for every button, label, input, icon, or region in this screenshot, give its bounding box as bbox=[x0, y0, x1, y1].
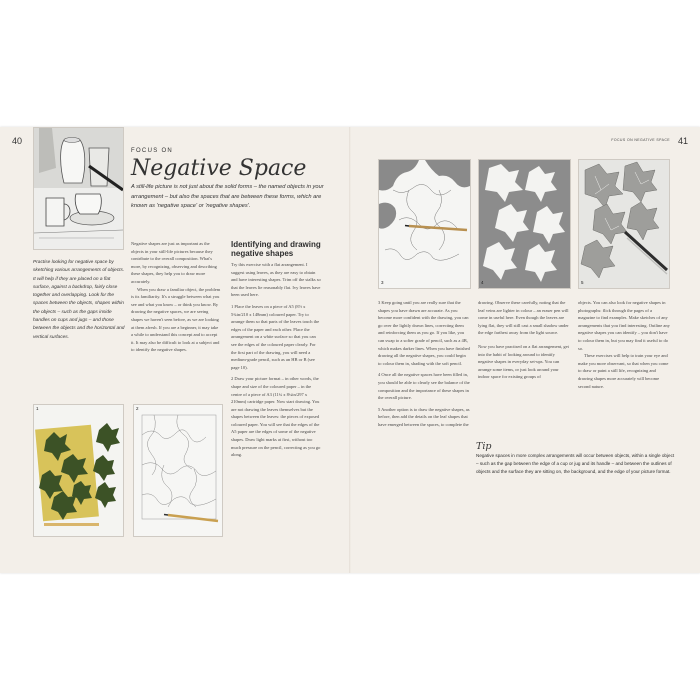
sketch-caption: Practise looking for negative space by sketching various arrangements of objects. It will help if they are placed on a flat surface, against a backdrop, fairly close together and overlapping. Look for the spaces between the objects, shapes within the objects – such as the gaps inside handles on cups and jugs – and those between the objects and the horizontal and vertical surfaces. bbox=[33, 260, 125, 340]
book-spread bbox=[0, 127, 700, 573]
step-5: 5 Another option is to draw the negative shapes, as before, then add the details on the leaf shapes that have emerged between the spaces, to complete the bbox=[378, 406, 470, 427]
figure-1-number: 1 bbox=[36, 406, 39, 411]
figure-5-number: 5 bbox=[581, 280, 584, 285]
paragraph: When you draw a familiar object, the problem is its familiarity. It's a struggle between what you see and what you know – or think you know. By drawing the negative spaces, we are seeing shapes we haven't seen before, as we are looking at them afresh. If you are a beginner, it may take a while to understand this concept and to accept it. It may also be difficult to look at a subject and to identify the negative shapes. bbox=[131, 286, 221, 353]
step-2: 2 Draw your picture format – in other words, the shape and size of the coloured paper – in the centre of a piece of A3 (11¾ x 8¼in/297 x 210mm) cartridge paper. Now start drawing. You are not drawing the leaves themselves but the shapes between the leaves: the pieces of exposed coloured paper. You will see that the edges of the A5 paper are the edges of some of the negative shapes. Draw light marks at first, without too much pressure on the pencil, correcting as you go along. bbox=[231, 376, 321, 458]
tip-text: Negative spaces in more complex arrangements will occur between objects, within a single object – such as the gap between the edge of a cup or jug and its handle – and between the outlines of objects and the surface they are sitting on, the background, and the edge of your picture format. bbox=[476, 453, 675, 474]
partly-shaded-drawing bbox=[379, 160, 470, 288]
body-column-1 bbox=[131, 240, 221, 354]
body-column-4 bbox=[478, 299, 570, 381]
negative-shape-outline-drawing bbox=[134, 405, 222, 536]
running-head: FOCUS ON NEGATIVE SPACE bbox=[611, 138, 670, 142]
figure-5-photo bbox=[578, 159, 670, 289]
body-column-5 bbox=[578, 299, 670, 390]
still-life-sketch bbox=[34, 128, 123, 249]
detailed-leaf-drawing bbox=[579, 160, 669, 288]
intro-text: A still-life picture is not just about the solid forms – the named objects in your arrangement – but also the spaces that are between these forms, which are known as 'negative space' or 'negative shapes'. bbox=[131, 184, 324, 210]
section-heading: Identifying and drawing negative shapes bbox=[231, 240, 321, 258]
gutter bbox=[349, 127, 351, 573]
section-kicker: FOCUS ON bbox=[131, 148, 174, 154]
figure-2-photo bbox=[133, 404, 223, 537]
body-column-2 bbox=[231, 240, 321, 459]
paragraph: These exercises will help to train your eye and make you more observant, so that when you come to draw or paint a still life, recognizing and drawing shapes more accurately will become second nature. bbox=[578, 353, 669, 389]
page-title: Negative Space bbox=[131, 156, 307, 181]
paragraph: Try this exercise with a flat arrangement. I suggest using leaves, as they are easy to obtain and have interesting shapes. Trim off the stalks so that the leaves lie reasonably flat. Ivy leaves have been used here. bbox=[231, 262, 321, 298]
figure-1-photo bbox=[33, 404, 124, 537]
figure-3-number: 3 bbox=[381, 280, 384, 285]
fully-shaded-drawing bbox=[479, 160, 570, 288]
body-column-3 bbox=[378, 299, 470, 429]
step-3: 3 Keep going until you are really sure that the shapes you have drawn are accurate. As you become more confident with the drawing, you can go over the lightly drawn lines, correcting them and reinforcing them as you go. If you like, you can swap to a softer grade of pencil, such as a 4B, which makes darker lines. When you have finished drawing all the negative shapes, you could begin to colour them in, shading with the soft pencil. bbox=[378, 300, 470, 366]
figure-4-number: 4 bbox=[481, 280, 484, 285]
step-4: 4 Once all the negative spaces have been filled in, you should be able to clearly see the balance of the composition and the importance of these shapes in the overall picture. bbox=[378, 372, 470, 401]
paragraph: Now you have practised on a flat arrangement, get into the habit of looking around to identify negative shapes in everyday set-ups. You can arrange some items, or just look around your indoor space for existing groups of bbox=[478, 343, 569, 380]
paragraph: objects. You can also look for negative shapes in photographs: flick through the pages of a magazine to find examples. Make sketches of any arrangements that you find interesting. Outline any negative shapes you can identify – you don't have to colour them in, but you may find it useful to do so. bbox=[578, 300, 670, 351]
figure-2-number: 2 bbox=[136, 406, 139, 411]
paragraph: Negative shapes are just as important as the objects in your still-life pictures because they contribute to the overall composition. What's more, by recognizing, observing and describing these shapes, they help you to draw more accurately. bbox=[131, 241, 217, 284]
left-page-number: 40 bbox=[12, 136, 23, 146]
still-life-sketch-photo bbox=[33, 127, 124, 250]
figure-4-photo bbox=[478, 159, 571, 289]
right-page-number: 41 bbox=[677, 136, 688, 146]
ivy-on-yellow-paper bbox=[34, 405, 123, 536]
paragraph: drawing. Observe these carefully, noting that the leaf veins are lighter in colour – an eraser pen will come in useful here. Even though the leaves are lying flat, they will still cast a small shadow under the edge farthest away from the light source. bbox=[478, 300, 569, 336]
figure-3-photo bbox=[378, 159, 471, 289]
tip-heading: Tip bbox=[476, 441, 492, 452]
step-1: 1 Place the leaves on a piece of A5 (8½ x 5¾in/210 x 148mm) coloured paper. Try to arrange them so that parts of the leaves touch the edges of the paper and each other. Place the arrangement on a white surface so that you can see the edges of the coloured paper clearly. For the first part of the drawing, you will need a medium-grade pencil, such as an HB or B (see page 10). bbox=[231, 303, 320, 370]
